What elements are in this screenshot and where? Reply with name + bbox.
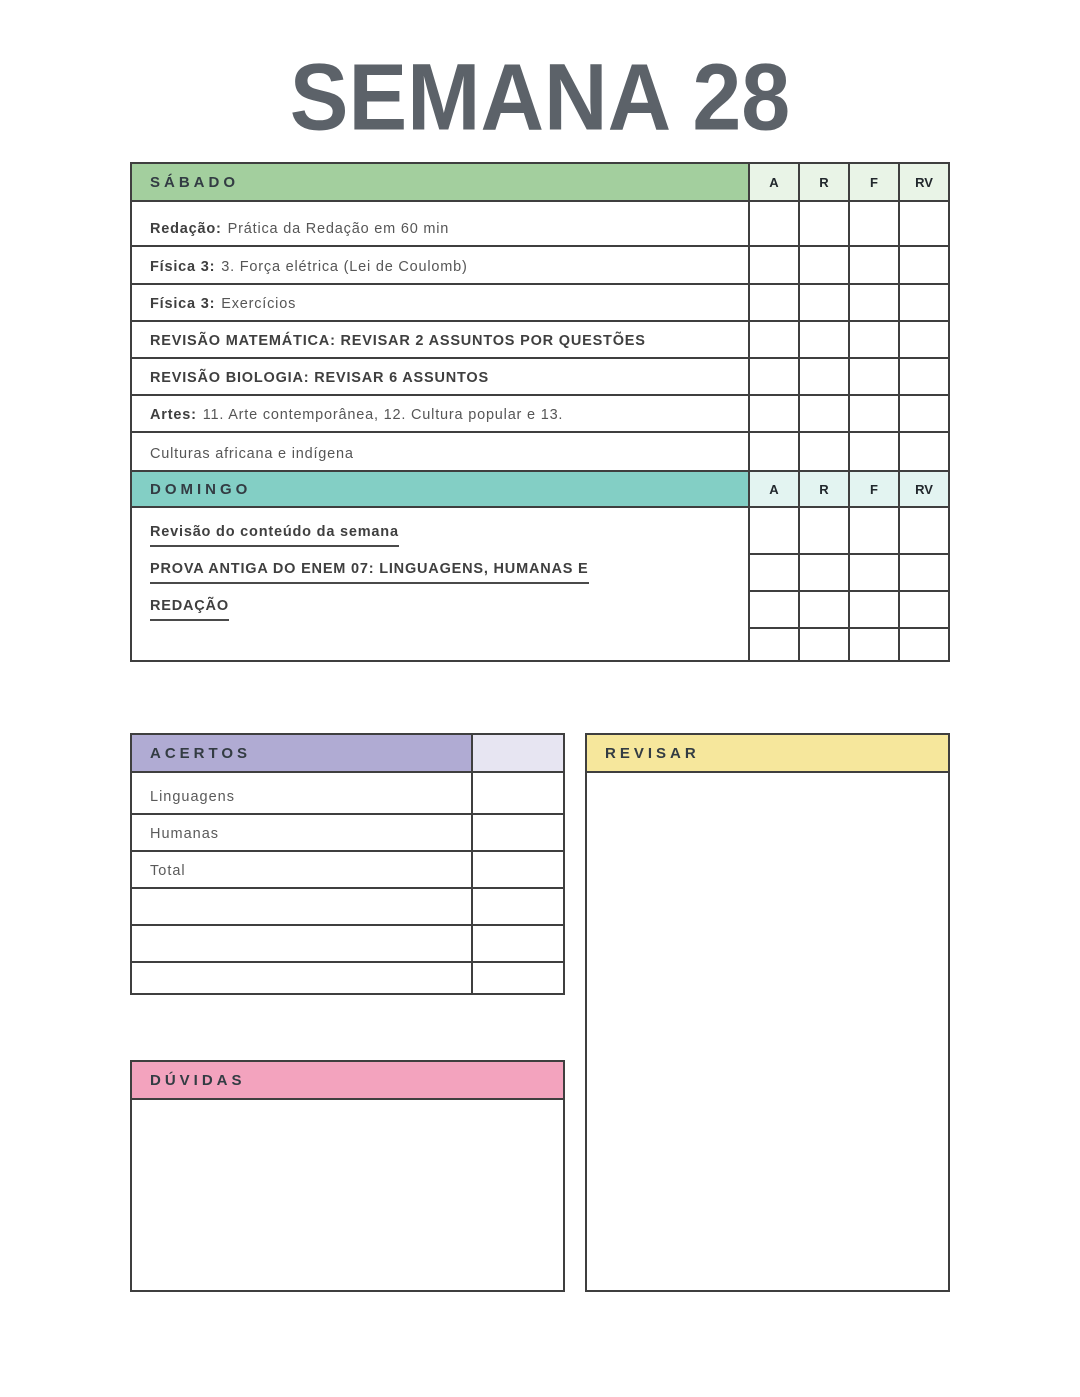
check-cell-f[interactable] bbox=[848, 629, 898, 660]
task-text bbox=[132, 247, 748, 285]
check-cell-f[interactable] bbox=[848, 359, 898, 396]
check-cell-r[interactable] bbox=[798, 629, 848, 660]
page-title: SEMANA 28 bbox=[289, 43, 791, 150]
task-text bbox=[132, 285, 748, 322]
check-cell-a[interactable] bbox=[748, 508, 798, 555]
check-col-header-a: A bbox=[748, 164, 798, 200]
check-cell-a[interactable] bbox=[748, 359, 798, 396]
task-text bbox=[132, 202, 748, 247]
check-col-header-rv: RV bbox=[898, 164, 948, 200]
check-cell-rv[interactable] bbox=[898, 247, 948, 285]
score-label bbox=[132, 963, 471, 993]
check-cell-a[interactable] bbox=[748, 322, 798, 359]
saturday-header-row bbox=[132, 164, 948, 202]
task-subject: Revisão do conteúdo da semana bbox=[150, 524, 399, 547]
task-subject: Artes: bbox=[150, 407, 197, 423]
check-cell-r[interactable] bbox=[798, 592, 848, 629]
check-cell-rv[interactable] bbox=[898, 629, 948, 660]
task-subject: REDAÇÃO bbox=[150, 598, 229, 621]
check-cell-f[interactable] bbox=[848, 555, 898, 592]
check-cell-rv[interactable] bbox=[898, 396, 948, 433]
task-row bbox=[132, 592, 948, 629]
score-value-cell[interactable] bbox=[471, 889, 563, 926]
task-text bbox=[132, 629, 748, 660]
check-cell-a[interactable] bbox=[748, 555, 798, 592]
score-label: Linguagens bbox=[132, 773, 471, 815]
saturday-header-label: SÁBADO bbox=[150, 173, 240, 191]
task-text bbox=[132, 433, 748, 470]
duvidas-notes-area[interactable] bbox=[132, 1100, 563, 1290]
check-col-header-f: F bbox=[848, 472, 898, 506]
revisar-notes-area[interactable] bbox=[587, 773, 948, 1290]
check-cell-a[interactable] bbox=[748, 592, 798, 629]
check-cell-rv[interactable] bbox=[898, 433, 948, 470]
check-col-header-r: R bbox=[798, 164, 848, 200]
task-row bbox=[132, 555, 948, 592]
check-cell-f[interactable] bbox=[848, 285, 898, 322]
score-value-cell[interactable] bbox=[471, 852, 563, 889]
acertos-header-value-cell bbox=[471, 735, 563, 771]
duvidas-header-label: DÚVIDAS bbox=[150, 1071, 246, 1089]
acertos-header-row bbox=[132, 735, 563, 773]
task-subject: REVISÃO MATEMÁTICA: REVISAR 2 ASSUNTOS POR QUESTÕES bbox=[150, 333, 646, 349]
task-detail: Exercícios bbox=[221, 296, 297, 312]
task-row bbox=[132, 285, 948, 322]
task-subject: REVISÃO BIOLOGIA: REVISAR 6 ASSUNTOS bbox=[150, 370, 489, 386]
check-cell-a[interactable] bbox=[748, 202, 798, 247]
task-text bbox=[132, 592, 748, 629]
duvidas-header-row bbox=[132, 1062, 563, 1100]
task-detail: Prática da Redação em 60 min bbox=[227, 221, 450, 237]
check-cell-a[interactable] bbox=[748, 629, 798, 660]
task-subject: Física 3: bbox=[150, 296, 216, 312]
check-cell-a[interactable] bbox=[748, 247, 798, 285]
check-cell-rv[interactable] bbox=[898, 322, 948, 359]
score-row bbox=[132, 852, 563, 889]
sunday-header-row bbox=[132, 470, 948, 508]
task-subject: Redação: bbox=[150, 221, 222, 237]
task-text bbox=[132, 359, 748, 396]
task-row bbox=[132, 508, 948, 555]
score-label: Total bbox=[132, 852, 471, 889]
check-col-header-f: F bbox=[848, 164, 898, 200]
check-cell-rv[interactable] bbox=[898, 592, 948, 629]
task-text bbox=[132, 555, 748, 592]
check-cell-rv[interactable] bbox=[898, 359, 948, 396]
score-value-cell[interactable] bbox=[471, 926, 563, 963]
check-cell-f[interactable] bbox=[848, 396, 898, 433]
task-detail: 11. Arte contemporânea, 12. Cultura popular e 13. bbox=[202, 407, 564, 423]
task-text bbox=[132, 322, 748, 359]
check-cell-f[interactable] bbox=[848, 202, 898, 247]
revisar-header-label: REVISAR bbox=[605, 744, 700, 762]
check-cell-r[interactable] bbox=[798, 396, 848, 433]
score-label: Humanas bbox=[132, 815, 471, 852]
score-row bbox=[132, 926, 563, 963]
score-value-cell[interactable] bbox=[471, 815, 563, 852]
check-col-header-rv: RV bbox=[898, 472, 948, 506]
task-subject: Física 3: bbox=[150, 259, 216, 275]
check-cell-r[interactable] bbox=[798, 555, 848, 592]
check-cell-r[interactable] bbox=[798, 285, 848, 322]
check-cell-r[interactable] bbox=[798, 322, 848, 359]
duvidas-section bbox=[130, 1060, 565, 1292]
check-cell-f[interactable] bbox=[848, 247, 898, 285]
task-row bbox=[132, 629, 948, 660]
check-cell-rv[interactable] bbox=[898, 555, 948, 592]
check-cell-f[interactable] bbox=[848, 322, 898, 359]
weekend-schedule-table bbox=[130, 162, 950, 662]
task-detail: Culturas africana e indígena bbox=[150, 446, 354, 462]
check-cell-f[interactable] bbox=[848, 433, 898, 470]
score-label bbox=[132, 889, 471, 926]
task-row bbox=[132, 247, 948, 285]
task-row bbox=[132, 433, 948, 470]
revisar-header-row bbox=[587, 735, 948, 773]
task-row bbox=[132, 202, 948, 247]
task-detail: 3. Força elétrica (Lei de Coulomb) bbox=[221, 259, 468, 275]
score-label bbox=[132, 926, 471, 963]
check-cell-a[interactable] bbox=[748, 285, 798, 322]
check-cell-r[interactable] bbox=[798, 359, 848, 396]
check-cell-r[interactable] bbox=[798, 508, 848, 555]
score-row bbox=[132, 889, 563, 926]
check-cell-rv[interactable] bbox=[898, 508, 948, 555]
check-col-header-a: A bbox=[748, 472, 798, 506]
score-value-cell[interactable] bbox=[471, 773, 563, 815]
task-text bbox=[132, 396, 748, 433]
check-cell-r[interactable] bbox=[798, 202, 848, 247]
task-text bbox=[132, 508, 748, 555]
task-subject: PROVA ANTIGA DO ENEM 07: LINGUAGENS, HUMANAS E bbox=[150, 561, 589, 584]
check-cell-f[interactable] bbox=[848, 508, 898, 555]
score-value-cell[interactable] bbox=[471, 963, 563, 993]
check-cell-f[interactable] bbox=[848, 592, 898, 629]
check-cell-a[interactable] bbox=[748, 396, 798, 433]
task-row bbox=[132, 396, 948, 433]
acertos-header-label: ACERTOS bbox=[150, 744, 252, 762]
check-cell-r[interactable] bbox=[798, 247, 848, 285]
score-row bbox=[132, 773, 563, 815]
score-row bbox=[132, 815, 563, 852]
acertos-table bbox=[130, 733, 565, 995]
check-cell-r[interactable] bbox=[798, 433, 848, 470]
check-cell-rv[interactable] bbox=[898, 202, 948, 247]
task-row bbox=[132, 322, 948, 359]
check-cell-rv[interactable] bbox=[898, 285, 948, 322]
revisar-section bbox=[585, 733, 950, 1292]
score-row bbox=[132, 963, 563, 993]
check-cell-a[interactable] bbox=[748, 433, 798, 470]
sunday-header-label: DOMINGO bbox=[150, 480, 252, 498]
task-row bbox=[132, 359, 948, 396]
check-col-header-r: R bbox=[798, 472, 848, 506]
